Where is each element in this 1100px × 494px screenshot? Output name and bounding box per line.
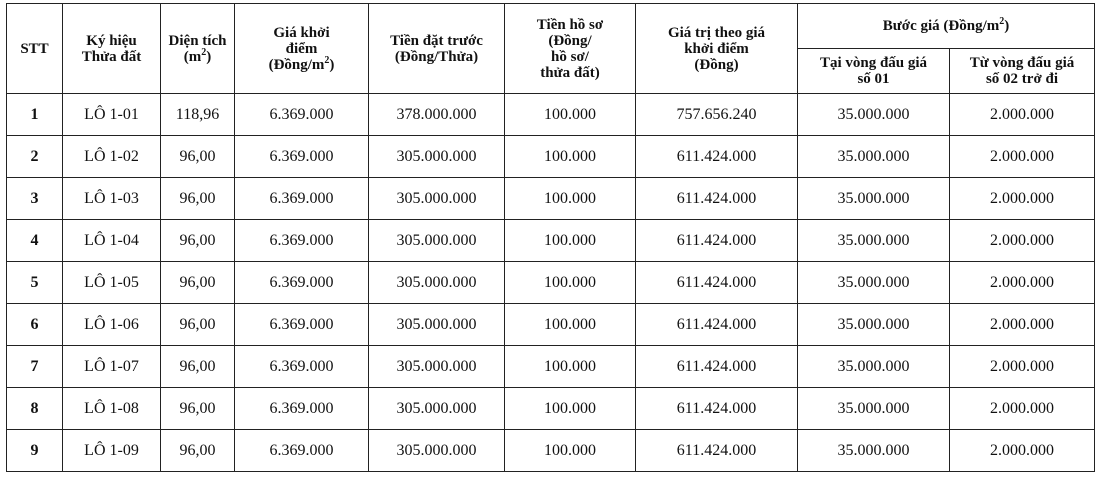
cell-vong-02: 2.000.000: [950, 136, 1095, 178]
cell-tien-dat-truoc: 305.000.000: [369, 136, 505, 178]
cell-gia-khoi-diem: 6.369.000: [235, 346, 369, 388]
table-row: [7, 346, 1095, 388]
cell-tien-ho-so: 100.000: [505, 346, 636, 388]
cell-dien-tich: 96,00: [161, 346, 235, 388]
cell-tien-ho-so: 100.000: [505, 262, 636, 304]
cell-gia-tri: 611.424.000: [636, 304, 798, 346]
cell-ky-hieu: LÔ 1-03: [63, 178, 161, 220]
cell-gia-tri: 611.424.000: [636, 388, 798, 430]
cell-ky-hieu: LÔ 1-09: [63, 430, 161, 472]
cell-ky-hieu: LÔ 1-02: [63, 136, 161, 178]
cell-stt: 2: [7, 136, 63, 178]
header-tien-dat-truoc: Tiền đặt trước (Đồng/Thửa): [369, 4, 505, 94]
cell-ky-hieu: LÔ 1-07: [63, 346, 161, 388]
cell-dien-tich: 96,00: [161, 304, 235, 346]
cell-gia-khoi-diem: 6.369.000: [235, 136, 369, 178]
header-tien-ho-so: Tiền hồ sơ (Đồng/ hồ sơ/ thửa đất): [505, 4, 636, 94]
cell-vong-01: 35.000.000: [798, 220, 950, 262]
cell-gia-tri: 611.424.000: [636, 346, 798, 388]
header-gia-khoi-diem: Giá khởi điểm $(Đồng/m^2)$: [235, 4, 369, 94]
cell-ky-hieu: LÔ 1-08: [63, 388, 161, 430]
cell-stt: 3: [7, 178, 63, 220]
cell-vong-01: 35.000.000: [798, 178, 950, 220]
table-row: [7, 430, 1095, 472]
header-vong-01: Tại vòng đấu giá số 01: [798, 49, 950, 94]
cell-vong-01: 35.000.000: [798, 136, 950, 178]
table-row: [7, 304, 1095, 346]
cell-dien-tich: 118,96: [161, 94, 235, 136]
cell-vong-02: 2.000.000: [950, 262, 1095, 304]
cell-tien-dat-truoc: 305.000.000: [369, 178, 505, 220]
cell-gia-khoi-diem: 6.369.000: [235, 388, 369, 430]
cell-gia-khoi-diem: 6.369.000: [235, 304, 369, 346]
cell-gia-tri: 757.656.240: [636, 94, 798, 136]
header-buoc-gia: Bước giá $(Đồng/m^2)$: [798, 4, 1095, 49]
cell-vong-01: 35.000.000: [798, 304, 950, 346]
cell-stt: 9: [7, 430, 63, 472]
cell-tien-dat-truoc: 305.000.000: [369, 430, 505, 472]
table-row: [7, 136, 1095, 178]
cell-tien-ho-so: 100.000: [505, 430, 636, 472]
table-row: [7, 262, 1095, 304]
cell-ky-hieu: LÔ 1-05: [63, 262, 161, 304]
cell-gia-khoi-diem: 6.369.000: [235, 94, 369, 136]
cell-vong-01: 35.000.000: [798, 94, 950, 136]
cell-gia-tri: 611.424.000: [636, 136, 798, 178]
table-row: [7, 388, 1095, 430]
cell-gia-tri: 611.424.000: [636, 430, 798, 472]
cell-tien-ho-so: 100.000: [505, 304, 636, 346]
cell-vong-02: 2.000.000: [950, 94, 1095, 136]
cell-gia-tri: 611.424.000: [636, 178, 798, 220]
auction-lots-table: [6, 3, 1095, 472]
cell-vong-01: 35.000.000: [798, 388, 950, 430]
table-row: [7, 178, 1095, 220]
cell-vong-01: 35.000.000: [798, 346, 950, 388]
cell-ky-hieu: LÔ 1-01: [63, 94, 161, 136]
cell-vong-01: 35.000.000: [798, 262, 950, 304]
cell-vong-02: 2.000.000: [950, 304, 1095, 346]
cell-stt: 7: [7, 346, 63, 388]
cell-gia-khoi-diem: 6.369.000: [235, 430, 369, 472]
cell-stt: 8: [7, 388, 63, 430]
cell-vong-02: 2.000.000: [950, 178, 1095, 220]
cell-ky-hieu: LÔ 1-06: [63, 304, 161, 346]
cell-tien-dat-truoc: 378.000.000: [369, 94, 505, 136]
cell-gia-khoi-diem: 6.369.000: [235, 262, 369, 304]
header-vong-02: Từ vòng đấu giá số 02 trở đi: [950, 49, 1095, 94]
cell-tien-dat-truoc: 305.000.000: [369, 304, 505, 346]
cell-stt: 6: [7, 304, 63, 346]
table-row: [7, 220, 1095, 262]
cell-stt: 5: [7, 262, 63, 304]
cell-gia-tri: 611.424.000: [636, 220, 798, 262]
cell-dien-tich: 96,00: [161, 430, 235, 472]
cell-stt: 1: [7, 94, 63, 136]
cell-dien-tich: 96,00: [161, 178, 235, 220]
cell-vong-02: 2.000.000: [950, 388, 1095, 430]
header-gia-tri: Giá trị theo giá khởi điểm (Đồng): [636, 4, 798, 94]
header-dien-tich: Diện tích $(m^2)$: [161, 4, 235, 94]
cell-ky-hieu: LÔ 1-04: [63, 220, 161, 262]
cell-dien-tich: 96,00: [161, 388, 235, 430]
cell-vong-02: 2.000.000: [950, 220, 1095, 262]
cell-dien-tich: 96,00: [161, 220, 235, 262]
cell-tien-dat-truoc: 305.000.000: [369, 346, 505, 388]
header-row-top: [7, 4, 1095, 49]
cell-tien-ho-so: 100.000: [505, 220, 636, 262]
cell-tien-dat-truoc: 305.000.000: [369, 262, 505, 304]
table-row: [7, 94, 1095, 136]
cell-dien-tich: 96,00: [161, 136, 235, 178]
cell-tien-ho-so: 100.000: [505, 94, 636, 136]
cell-tien-ho-so: 100.000: [505, 136, 636, 178]
cell-vong-01: 35.000.000: [798, 430, 950, 472]
cell-vong-02: 2.000.000: [950, 430, 1095, 472]
header-stt: STT: [7, 4, 63, 94]
cell-dien-tich: 96,00: [161, 262, 235, 304]
cell-tien-dat-truoc: 305.000.000: [369, 220, 505, 262]
cell-gia-khoi-diem: 6.369.000: [235, 220, 369, 262]
cell-tien-ho-so: 100.000: [505, 388, 636, 430]
cell-gia-khoi-diem: 6.369.000: [235, 178, 369, 220]
cell-gia-tri: 611.424.000: [636, 262, 798, 304]
cell-tien-ho-so: 100.000: [505, 178, 636, 220]
header-ky-hieu: Ký hiệu Thửa đất: [63, 4, 161, 94]
cell-tien-dat-truoc: 305.000.000: [369, 388, 505, 430]
cell-vong-02: 2.000.000: [950, 346, 1095, 388]
cell-stt: 4: [7, 220, 63, 262]
